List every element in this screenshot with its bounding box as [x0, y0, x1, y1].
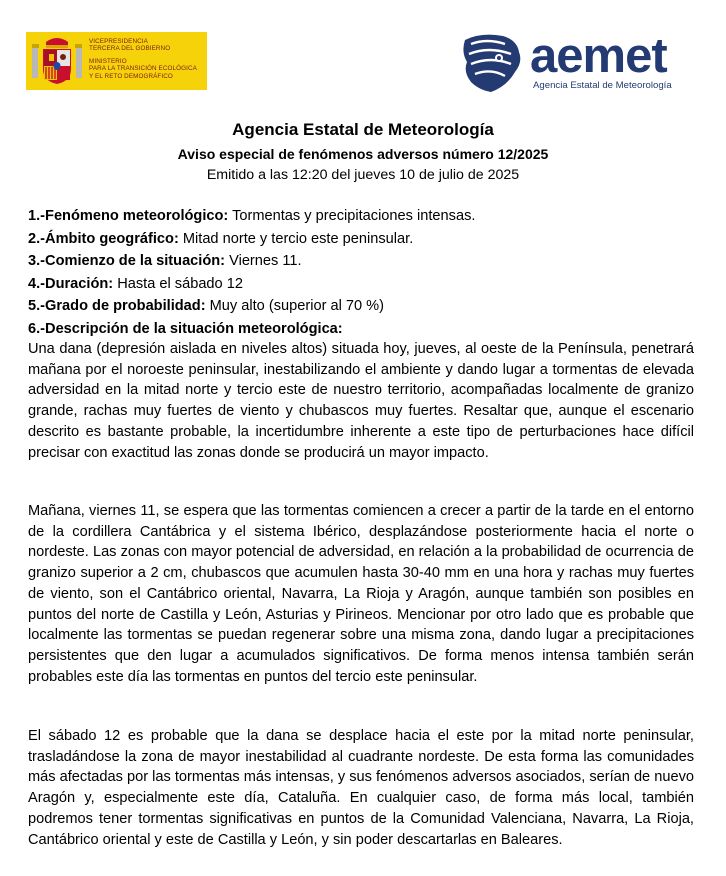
aemet-map-icon	[461, 32, 527, 94]
detail-label: 6.-Descripción de la situación meteorológica:	[28, 320, 343, 337]
detail-value: Muy alto (superior al 70 %)	[205, 298, 385, 314]
emission-date: Emitido a las 12:20 del jueves 10 de julio de 2025	[206, 167, 520, 183]
government-ministry-text	[89, 38, 197, 80]
detail-value: Hasta el sábado 12	[113, 275, 243, 292]
description-paragraph-3: El sábado 12 es probable que la dana se desplace hacia el este por la mitad norte peninsular, trasladándose la zona de mayor inestabilidad al cuadrante nordeste. De esta forma las comunidades más afectadas por las tormentas más intensas, y sus fenómenos adversos asociados, serían de nuevo Aragón y, especialmente este día, Cataluña. En cualquier caso, de forma más local, también podremos tener tormentas significativas en puntos de la Comunidad Valenciana, Navarra, La Rioja, Cantábrico oriental y este de Castilla y León, y sin poder descartarlas en Baleares.	[28, 728, 694, 848]
detail-item-description	[28, 318, 698, 341]
gov-line-1: VICEPRESIDENCIA	[89, 38, 148, 45]
detail-label: 5.-Grado de probabilidad:	[28, 298, 206, 314]
detail-value: Mitad norte y tercio este peninsular.	[178, 230, 414, 247]
description-paragraph-2: Mañana, viernes 11, se espera que las tormentas comiencen a crecer a partir de la tarde en el entorno de la cordillera Cantábrica y el sistema Ibérico, desplazándose posteriormente hacia el norte o nordeste. Las zonas con mayor potencial de adversidad, en relación a la probabilidad de ocurrencia de granizo superior a 2 cm, chubascos que acumulen hasta 30-40 mm en una hora y rachas muy fuertes de viento, son el Cantábrico oriental, Navarra, La Rioja y Aragón, aunque también son posibles en puntos del norte de Castilla y León, Asturias y Pirineos. Mencionar por otro lado que es probable que localmente las tormentas se puedan regenerar sobre una misma zona, dando lugar a precipitaciones persistentes que den lugar a acumulados significativos. De forma menos intensa también serán probables este día las tormentas en puntos del tercio este peninsular.	[28, 503, 694, 685]
gov-line-4: PARA LA TRANSICIÓN ECOLÓGICA	[89, 65, 197, 73]
detail-value: Viernes 11.	[225, 253, 302, 269]
detail-item-phenomenon	[28, 205, 698, 228]
detail-item-probability	[28, 295, 698, 318]
detail-label: 4.-Duración:	[28, 275, 114, 292]
aemet-wordmark: aemet	[530, 29, 667, 83]
aemet-subtitle: Agencia Estatal de Meteorología	[533, 80, 672, 91]
aemet-logo	[461, 30, 697, 94]
detail-label: 3.-Comienzo de la situación:	[28, 253, 226, 269]
spain-coat-of-arms-icon	[32, 36, 82, 86]
detail-item-scope	[28, 228, 698, 251]
government-logo	[26, 32, 207, 90]
detail-value: Tormentas y precipitaciones intensas.	[228, 208, 476, 224]
document-title: Agencia Estatal de Meteorología	[232, 120, 494, 139]
description-paragraph-1: Una dana (depresión aislada en niveles altos) situada hoy, jueves, al oeste de la Península, penetrará mañana por el noroeste peninsular, inestabilizando el ambiente y dando lugar a tormentas de elevada adversidad en la mitad norte y tercio este de nuestro territorio, acompañadas localmente de granizo grande, rachas muy fuertes de viento y chubascos muy fuertes. Resaltar que, aunque el escenario descrito es bastante probable, la incertidumbre inherente a este tipo de perturbaciones hace difícil precisar con exactitud las zonas donde se producirá un mayor impacto.	[28, 341, 694, 461]
gov-line-3: MINISTERIO	[89, 57, 127, 65]
gov-line-2: TERCERA DEL GOBIERNO	[89, 45, 171, 53]
warning-details-list	[28, 205, 698, 340]
detail-item-start	[28, 250, 698, 273]
detail-label: 2.-Ámbito geográfico:	[28, 230, 179, 247]
detail-item-duration	[28, 273, 698, 296]
gov-line-5: Y EL RETO DEMOGRÁFICO	[89, 72, 173, 80]
detail-label: 1.-Fenómeno meteorológico:	[28, 208, 229, 224]
document-subtitle: Aviso especial de fenómenos adversos número 12/2025	[177, 146, 549, 162]
